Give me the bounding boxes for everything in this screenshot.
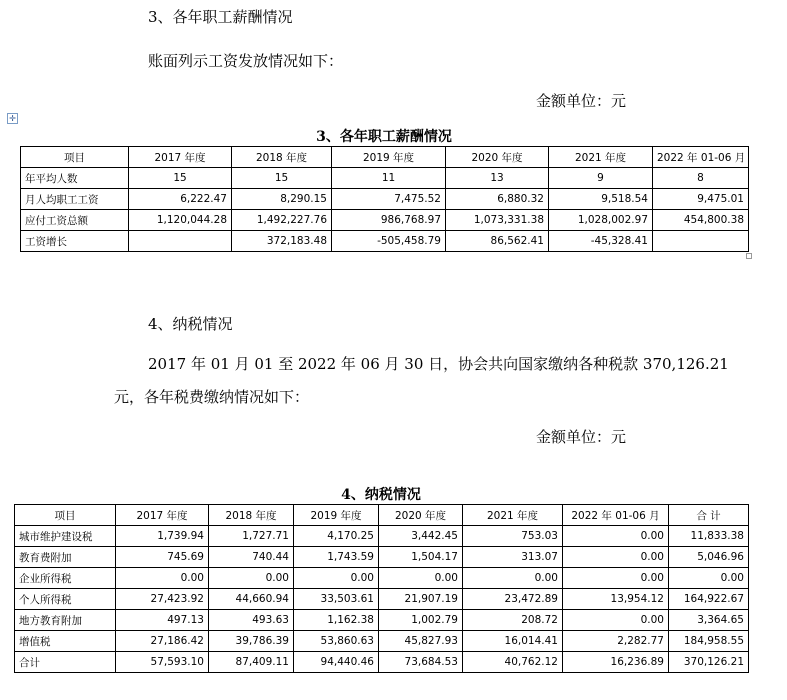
table-cell: 2,282.77 (563, 631, 669, 652)
table-cell: 8,290.15 (232, 189, 332, 210)
table-cell: 1,739.94 (116, 526, 209, 547)
table-cell: 6,880.32 (446, 189, 549, 210)
table-cell: 27,423.92 (116, 589, 209, 610)
table-cell: 27,186.42 (116, 631, 209, 652)
table-row (15, 526, 749, 547)
section3-heading: 3、各年职工薪酬情况 (148, 8, 293, 26)
table-cell: -45,328.41 (549, 231, 653, 252)
table-row (15, 610, 749, 631)
table-cell: 0.00 (563, 547, 669, 568)
table-cell: 5,046.96 (669, 547, 749, 568)
header-cell: 2019 年度 (294, 505, 379, 526)
table-cell: 454,800.38 (653, 210, 749, 231)
table-cell: 8 (653, 168, 749, 189)
table-cell: 87,409.11 (209, 652, 294, 673)
tax-table (14, 504, 749, 673)
header-cell: 2017 年度 (116, 505, 209, 526)
table-cell: 15 (232, 168, 332, 189)
table-cell: 313.07 (463, 547, 563, 568)
table-cell: 53,860.63 (294, 631, 379, 652)
table-cell: 11,833.38 (669, 526, 749, 547)
table-cell: 4,170.25 (294, 526, 379, 547)
header-cell: 2018 年度 (209, 505, 294, 526)
table-cell: 1,028,002.97 (549, 210, 653, 231)
table-cell: 13,954.12 (563, 589, 669, 610)
section4-para-line2: 元，各年税费缴纳情况如下： (114, 388, 310, 406)
table-cell: 0.00 (563, 526, 669, 547)
row-label: 教育费附加 (15, 547, 116, 568)
table-cell: 0.00 (563, 568, 669, 589)
table-cell: 184,958.55 (669, 631, 749, 652)
table-cell: 1,504.17 (379, 547, 463, 568)
row-label: 增值税 (15, 631, 116, 652)
table-cell: 11 (332, 168, 446, 189)
table-cell: 0.00 (379, 568, 463, 589)
header-row (15, 505, 749, 526)
header-cell: 2017 年度 (129, 147, 232, 168)
table-cell: 493.63 (209, 610, 294, 631)
row-label: 地方教育附加 (15, 610, 116, 631)
section3-intro: 账面列示工资发放情况如下： (148, 52, 344, 70)
move-handle-icon[interactable]: ✛ (7, 113, 18, 124)
table-cell: 164,922.67 (669, 589, 749, 610)
table-cell: 9,475.01 (653, 189, 749, 210)
header-cell: 2019 年度 (332, 147, 446, 168)
row-label: 工资增长 (21, 231, 129, 252)
header-cell: 2022 年 01-06 月 (563, 505, 669, 526)
table-cell: 0.00 (116, 568, 209, 589)
table-cell: 7,475.52 (332, 189, 446, 210)
table-cell: 44,660.94 (209, 589, 294, 610)
table-cell: 1,073,331.38 (446, 210, 549, 231)
table-cell: 986,768.97 (332, 210, 446, 231)
table-cell: 9 (549, 168, 653, 189)
table-cell: 208.72 (463, 610, 563, 631)
table-cell: 1,162.38 (294, 610, 379, 631)
row-label: 年平均人数 (21, 168, 129, 189)
table-row (15, 547, 749, 568)
table-row (21, 189, 749, 210)
table-row (15, 631, 749, 652)
table-cell: 0.00 (563, 610, 669, 631)
table-cell: 497.13 (116, 610, 209, 631)
table-cell: 33,503.61 (294, 589, 379, 610)
table-cell: 0.00 (463, 568, 563, 589)
row-label: 合计 (15, 652, 116, 673)
table-cell: 13 (446, 168, 549, 189)
table-row (15, 652, 749, 673)
header-row (21, 147, 749, 168)
table-cell: 0.00 (294, 568, 379, 589)
table-cell: 57,593.10 (116, 652, 209, 673)
table-cell: 1,492,227.76 (232, 210, 332, 231)
table-cell: 15 (129, 168, 232, 189)
table-cell: 745.69 (116, 547, 209, 568)
row-label: 个人所得税 (15, 589, 116, 610)
header-cell: 2020 年度 (446, 147, 549, 168)
row-label: 城市维护建设税 (15, 526, 116, 547)
section3-unit-note: 金额单位：元 (536, 92, 627, 110)
table-row (21, 231, 749, 252)
table-cell: 16,014.41 (463, 631, 563, 652)
table-cell: -505,458.79 (332, 231, 446, 252)
table-row (21, 210, 749, 231)
table-cell: 1,743.59 (294, 547, 379, 568)
table-cell (653, 231, 749, 252)
table-cell: 0.00 (209, 568, 294, 589)
table3-caption: 3、各年职工薪酬情况 (316, 129, 452, 145)
header-cell: 2018 年度 (232, 147, 332, 168)
table-row (21, 168, 749, 189)
table-cell: 6,222.47 (129, 189, 232, 210)
table-cell: 370,126.21 (669, 652, 749, 673)
header-cell: 2020 年度 (379, 505, 463, 526)
table-cell: 3,442.45 (379, 526, 463, 547)
table-cell: 372,183.48 (232, 231, 332, 252)
table-cell: 39,786.39 (209, 631, 294, 652)
table-row (15, 568, 749, 589)
table-cell: 9,518.54 (549, 189, 653, 210)
header-cell: 合 计 (669, 505, 749, 526)
table-cell: 1,002.79 (379, 610, 463, 631)
section4-heading: 4、纳税情况 (148, 315, 233, 333)
table-cell: 45,827.93 (379, 631, 463, 652)
header-cell: 项目 (15, 505, 116, 526)
row-label: 企业所得税 (15, 568, 116, 589)
table-cell: 21,907.19 (379, 589, 463, 610)
table-cell: 0.00 (669, 568, 749, 589)
row-label: 应付工资总额 (21, 210, 129, 231)
table-cell (129, 231, 232, 252)
salary-table (20, 146, 749, 252)
table-cell: 94,440.46 (294, 652, 379, 673)
table-cell: 23,472.89 (463, 589, 563, 610)
table-cell: 73,684.53 (379, 652, 463, 673)
table-cell: 740.44 (209, 547, 294, 568)
table4-caption: 4、纳税情况 (341, 487, 421, 503)
table-cell: 753.03 (463, 526, 563, 547)
header-cell: 2021 年度 (549, 147, 653, 168)
header-cell: 2022 年 01-06 月 (653, 147, 749, 168)
table-cell: 40,762.12 (463, 652, 563, 673)
section4-unit-note: 金额单位：元 (536, 428, 627, 446)
table-cell: 1,727.71 (209, 526, 294, 547)
table-cell: 86,562.41 (446, 231, 549, 252)
table-row (15, 589, 749, 610)
resize-handle-icon[interactable] (746, 253, 752, 259)
table-cell: 16,236.89 (563, 652, 669, 673)
header-cell: 2021 年度 (463, 505, 563, 526)
table-cell: 3,364.65 (669, 610, 749, 631)
row-label: 月人均职工工资 (21, 189, 129, 210)
header-cell: 项目 (21, 147, 129, 168)
section4-para-line1: 2017 年 01 月 01 至 2022 年 06 月 30 日，协会共向国家缴纳各种税款 370,126.21 (148, 355, 729, 373)
table-cell: 1,120,044.28 (129, 210, 232, 231)
